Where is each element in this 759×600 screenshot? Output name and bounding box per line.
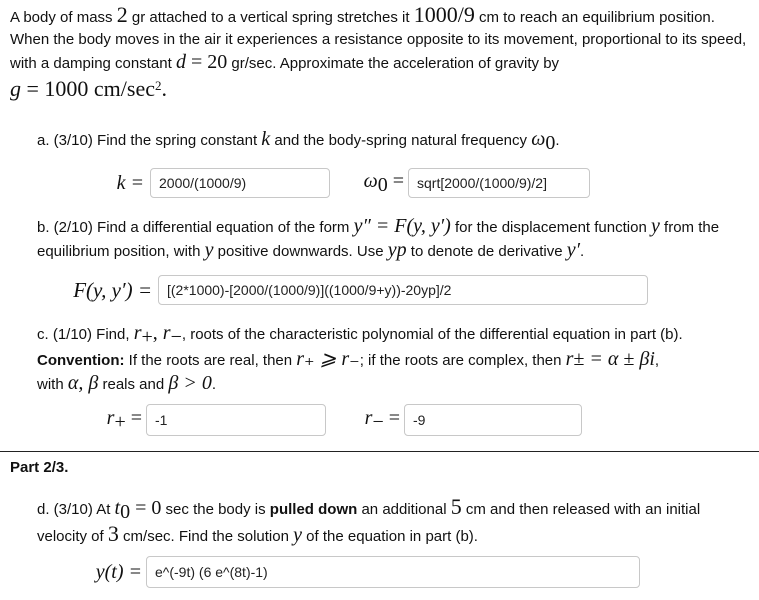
question-text: cm and then released with an initial velocity of <box>37 501 701 545</box>
r-minus-symbol: r <box>162 322 171 344</box>
stretch-value: 1000/9 <box>413 2 475 27</box>
question-text: and the body-spring natural frequency <box>270 132 532 149</box>
y-input[interactable] <box>146 556 640 588</box>
question-d <box>37 496 742 548</box>
yp-symbol: yp <box>387 239 407 261</box>
r-minus-subscript: − <box>170 326 182 348</box>
question-text: If the roots are real, then <box>124 352 297 369</box>
gravity-value: = 1000 cm/sec <box>21 76 155 101</box>
omega-input[interactable] <box>408 168 590 198</box>
t0-symbol: t <box>114 497 121 519</box>
r-minus-label-symbol: r <box>364 406 373 429</box>
y-symbol: y <box>293 524 303 546</box>
question-text: a. (3/10) Find the spring constant <box>37 132 262 149</box>
question-c <box>37 322 742 396</box>
y-symbol: y <box>650 215 660 237</box>
r-plus-label <box>60 407 142 434</box>
r-plus-subscript: + <box>141 326 153 348</box>
question-text: for the displacement function <box>450 219 651 236</box>
intro-text: cm to reach an equilibrium position. When the body moves in the air it experiences a resistance opposite to its movement, proportional to its speed, <box>10 9 747 48</box>
question-text: to denote de derivative <box>406 243 567 260</box>
r-plus-answer-row <box>60 404 326 436</box>
omega-subscript: 0 <box>545 132 556 154</box>
omega-label-symbol: ω <box>363 169 378 192</box>
convention-label: Convention: <box>37 352 125 369</box>
comma: , <box>152 322 163 344</box>
question-text: , roots of the characteristic polynomial of the differential equation in part (b). <box>181 326 683 343</box>
F-label: F(y, y′) = <box>73 277 152 302</box>
omega-answer-row <box>350 168 590 198</box>
velocity-value: 3 <box>107 521 119 546</box>
pulled-down-emphasis: pulled down <box>269 501 358 518</box>
r-minus-input[interactable] <box>404 404 582 436</box>
damping-value: = 20 <box>185 51 228 73</box>
intro-text: gr/sec. Approximate the acceleration of gravity by <box>227 55 560 72</box>
r-plus-input[interactable] <box>146 404 326 436</box>
question-text: positive downwards. Use <box>213 243 388 260</box>
section-divider <box>0 451 759 452</box>
gravity-exponent: 2 <box>155 78 162 93</box>
omega-symbol: ω <box>531 128 546 150</box>
gravity-period: . <box>161 76 167 101</box>
damping-symbol: d <box>175 51 186 73</box>
r-minus-label-equals: = <box>383 406 400 429</box>
y-symbol: y <box>204 239 214 261</box>
omega-label <box>350 170 404 197</box>
r-plus-symbol: r <box>133 322 142 344</box>
y-answer-row <box>60 556 640 588</box>
F-input[interactable] <box>158 275 648 305</box>
question-a <box>37 128 742 154</box>
part-title: Part 2/3. <box>10 459 69 476</box>
k-label: k = <box>116 171 144 194</box>
yprime-symbol: y′ <box>566 239 580 261</box>
ode-form: y″ = F(y, y′) <box>353 215 451 237</box>
question-text: c. (1/10) Find, <box>37 326 134 343</box>
question-text: b. (2/10) Find a differential equation of the form <box>37 219 354 236</box>
question-text: . <box>579 243 585 260</box>
r-minus-answer-row <box>340 404 582 436</box>
question-text: with <box>37 376 68 393</box>
r-minus-label <box>340 407 400 434</box>
alpha-beta-symbols: α, β <box>67 372 99 394</box>
question-text: an additional <box>357 501 451 518</box>
question-text: d. (3/10) At <box>37 501 115 518</box>
r-plus-label-symbol: r <box>106 406 115 429</box>
question-text: . <box>211 376 216 393</box>
r-plus-label-subscript: + <box>114 410 126 433</box>
complex-roots-condition: r± = α ± βi <box>565 348 655 370</box>
displacement-value: 5 <box>450 494 462 519</box>
problem-statement <box>10 4 752 103</box>
y-label: y(t) = <box>95 560 142 583</box>
question-text: sec the body is <box>161 501 270 518</box>
k-symbol: k <box>261 128 271 150</box>
question-text: reals and <box>98 376 169 393</box>
question-text: from the equilibrium position, with <box>37 219 720 260</box>
F-answer-row <box>52 275 648 305</box>
question-text: cm/sec. Find the solution <box>118 528 294 545</box>
intro-text: A body of mass <box>10 9 117 26</box>
gravity-symbol: g <box>10 76 21 101</box>
question-text: ; if the roots are complex, then <box>359 352 566 369</box>
omega-label-equals: = <box>387 169 404 192</box>
r-minus-label-subscript: − <box>372 410 384 433</box>
r-plus-label-equals: = <box>125 406 142 429</box>
intro-text: with a damping constant <box>10 55 176 72</box>
intro-text: gr attached to a vertical spring stretches it <box>127 9 414 26</box>
beta-positive-condition: β > 0 <box>168 372 212 394</box>
k-answer-row <box>60 168 330 198</box>
question-text: of the equation in part (b). <box>302 528 478 545</box>
omega-label-subscript: 0 <box>377 173 388 196</box>
question-text: , <box>654 352 660 369</box>
question-b <box>37 215 742 263</box>
k-input[interactable] <box>150 168 330 198</box>
t0-value: = 0 <box>130 497 162 519</box>
mass-value: 2 <box>116 2 128 27</box>
t0-subscript: 0 <box>120 501 131 523</box>
question-text: . <box>555 132 560 149</box>
real-roots-condition: r₊ ⩾ r₋ <box>296 348 360 370</box>
